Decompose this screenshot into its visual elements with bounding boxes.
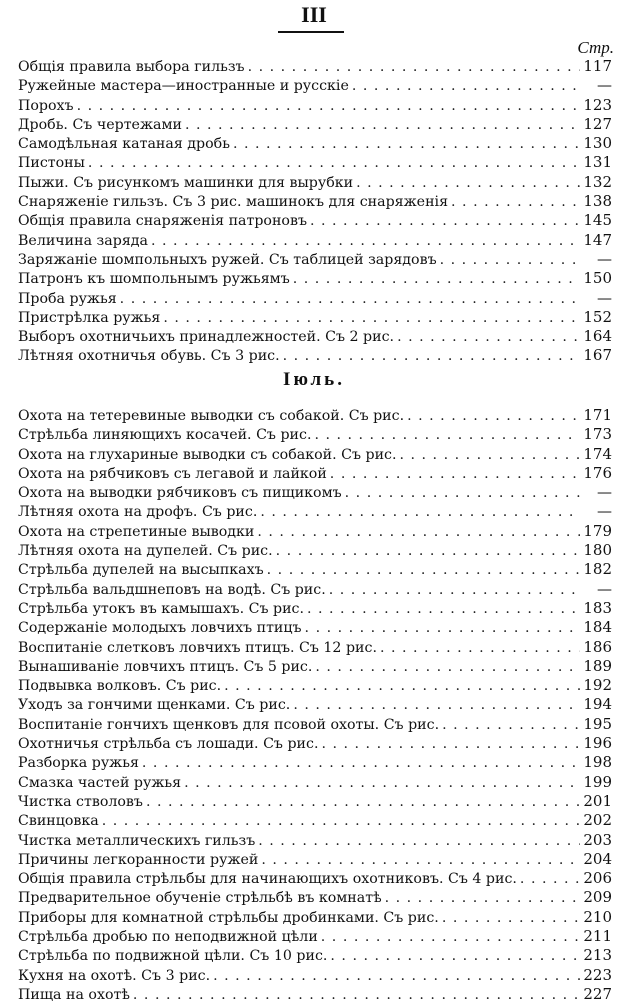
toc-leader-dots [88, 154, 580, 173]
toc-entry-page: 131 [583, 153, 612, 172]
page-column-label: Стр. [577, 38, 614, 57]
toc-leader-dots [283, 347, 581, 366]
toc-entry-title: Стрѣльба дупелей на высыпкахъ [18, 562, 264, 579]
toc-entry-title: Охотничья стрѣльба съ лошади. Съ рис. [18, 736, 319, 753]
toc-leader-dots [213, 967, 580, 986]
toc-entry-page: — [597, 502, 612, 521]
toc-entry-title: Общія правила снаряженія патроновъ [18, 213, 307, 230]
toc-entry [18, 445, 612, 464]
toc-leader-dots [321, 928, 581, 947]
toc-entry-title: Порохъ [18, 97, 74, 114]
toc-entry-title: Чистка стволовъ [18, 793, 143, 810]
toc-entry [18, 580, 612, 599]
toc-leader-dots [307, 600, 580, 619]
toc-entry-title: Выборъ охотничьихъ принадлежностей. Съ 2 рис. [18, 329, 395, 346]
toc-entry-title: Воспитаніе гончихъ щенковъ для псовой охоты. Съ рис. [18, 716, 440, 733]
toc-entry [18, 908, 612, 927]
toc-leader-dots [102, 812, 581, 831]
toc-leader-dots [345, 484, 581, 503]
toc-entry-page: 180 [583, 541, 612, 560]
toc-entry-page: 145 [583, 211, 612, 230]
toc-leader-dots [330, 947, 580, 966]
toc-leader-dots [315, 658, 580, 677]
toc-entry-page: 147 [583, 230, 612, 249]
toc-entry [18, 211, 612, 230]
toc-leader-dots [520, 870, 580, 889]
toc-entry-title: Вынашиваніе ловчихъ птицъ. Съ 5 рис. [18, 658, 313, 675]
toc-entry-page: 227 [583, 984, 612, 1003]
toc-entry-title: Заряжаніе шомпольныхъ ружей. Съ таблицей зарядовъ [18, 251, 437, 268]
toc-leader-dots [142, 754, 580, 773]
toc-entry-title: Патронъ къ шомпольнымъ ружьямъ [18, 271, 290, 288]
toc-entry-page: 174 [583, 444, 612, 463]
toc-entry-title: Приборы для комнатной стрѣльбы дробинками. Съ рис. [18, 909, 439, 926]
toc-entry-title: Охота на стрепетиные выводки [18, 523, 255, 540]
toc-entry-page: 164 [583, 327, 612, 346]
toc-section-1 [18, 57, 612, 366]
toc-entry-page: 202 [583, 811, 612, 830]
toc-entry [18, 96, 612, 115]
toc-entry-page: 130 [583, 134, 612, 153]
toc-entry-title: Охота на тетеревиные выводки съ собакой. Съ рис. [18, 408, 405, 424]
toc-entry-page: 211 [583, 927, 612, 946]
toc-entry-page: 167 [583, 346, 612, 365]
toc-entry [18, 327, 612, 346]
toc-entry-page: 209 [583, 888, 612, 907]
toc-entry [18, 946, 612, 965]
toc-leader-dots [151, 232, 580, 251]
toc-entry [18, 250, 612, 269]
toc-entry-page: — [597, 76, 612, 95]
toc-leader-dots [77, 97, 581, 116]
toc-entry [18, 192, 612, 211]
toc-entry [18, 657, 612, 676]
toc-entry [18, 346, 612, 365]
toc-leader-dots [267, 561, 581, 580]
section-heading-july: Іюль. [283, 369, 345, 390]
toc-leader-dots [407, 407, 580, 426]
toc-entry-title: Предварительное обученіе стрѣльбѣ въ комнатѣ [18, 890, 382, 907]
toc-leader-dots [451, 193, 580, 212]
toc-leader-dots [260, 503, 581, 522]
toc-entry-page: 210 [583, 907, 612, 926]
toc-entry-title: Стрѣльба линяющихъ косачей. Съ рис. [18, 427, 312, 444]
toc-entry-title: Проба ружья [18, 290, 117, 307]
toc-entry-title: Охота на выводки рябчиковъ съ пищикомъ [18, 485, 342, 502]
toc-leader-dots [276, 542, 581, 561]
toc-entry [18, 57, 612, 76]
toc-entry-page: — [597, 249, 612, 268]
toc-entry-page: 194 [583, 695, 612, 714]
toc-leader-dots [310, 212, 580, 231]
toc-entry-title: Чистка металлическихъ гильзъ [18, 832, 256, 849]
toc-leader-dots [397, 328, 580, 347]
toc-entry-page: 138 [583, 192, 612, 211]
toc-entry [18, 773, 612, 792]
toc-entry-title: Дробь. Съ чертежами [18, 116, 182, 133]
toc-entry [18, 985, 612, 1004]
toc-entry-title: Снаряженіе гильзъ. Съ 3 рис. машинокъ для снаряженія [18, 194, 449, 211]
toc-leader-dots [385, 889, 581, 908]
toc-entry [18, 811, 612, 830]
toc-entry [18, 676, 612, 695]
toc-leader-dots [133, 986, 580, 1005]
toc-leader-dots [184, 774, 580, 793]
toc-leader-dots [185, 116, 580, 135]
toc-entry [18, 308, 612, 327]
toc-leader-dots [258, 832, 580, 851]
toc-leader-dots [314, 426, 580, 445]
toc-entry [18, 522, 612, 541]
toc-entry-page: 173 [583, 425, 612, 444]
toc-entry-title: Уходъ за гончими щенками. Съ рис. [18, 697, 291, 714]
toc-entry-page: 198 [583, 753, 612, 772]
toc-entry-page: — [597, 483, 612, 502]
toc-entry-title: Ружейные мастера—иностранные и русскіе [18, 78, 349, 95]
toc-entry [18, 483, 612, 502]
toc-entry-page: 171 [583, 406, 612, 424]
toc-entry-page: 196 [583, 734, 612, 753]
toc-entry-title: Разборка ружья [18, 755, 139, 772]
toc-leader-dots [329, 581, 581, 600]
toc-entry-page: 213 [583, 946, 612, 965]
toc-entry-title: Лѣтняя охотничья обувь. Съ 3 рис. [18, 348, 280, 365]
toc-leader-dots [442, 716, 580, 735]
toc-entry-title: Стрѣльба по подвижной цѣли. Съ 10 рис. [18, 948, 328, 965]
toc-entry [18, 927, 612, 946]
toc-section-2 [18, 406, 612, 1004]
toc-entry-title: Кухня на охотѣ. Съ 3 рис. [18, 967, 211, 984]
toc-entry [18, 599, 612, 618]
toc-entry-title: Содержаніе молодыхъ ловчихъ птицъ [18, 620, 302, 637]
toc-leader-dots [146, 793, 580, 812]
toc-entry [18, 541, 612, 560]
toc-entry-page: 186 [583, 637, 612, 656]
toc-entry-page: 182 [583, 560, 612, 579]
toc-leader-dots [321, 735, 580, 754]
toc-entry [18, 695, 612, 714]
toc-entry-title: Пристрѣлка ружья [18, 309, 161, 326]
toc-entry [18, 638, 612, 657]
toc-entry [18, 153, 612, 172]
toc-entry [18, 753, 612, 772]
toc-entry [18, 464, 612, 483]
toc-entry-title: Лѣтняя охота на дупелей. Съ рис. [18, 543, 273, 560]
toc-entry-title: Охота на глухариные выводки съ собакой. Съ рис. [18, 446, 397, 463]
toc-entry [18, 869, 612, 888]
toc-entry [18, 289, 612, 308]
toc-entry-page: 199 [583, 772, 612, 791]
toc-leader-dots [257, 523, 580, 542]
toc-entry-page: 201 [583, 791, 612, 810]
toc-entry-page: 195 [583, 714, 612, 733]
toc-entry [18, 134, 612, 153]
toc-entry-page: — [597, 579, 612, 598]
toc-entry-title: Свинцовка [18, 813, 99, 830]
toc-leader-dots [356, 174, 580, 193]
toc-entry-page: 192 [583, 676, 612, 695]
toc-entry [18, 76, 612, 95]
toc-entry [18, 425, 612, 444]
toc-leader-dots [163, 309, 580, 328]
toc-entry [18, 502, 612, 521]
toc-leader-dots [440, 251, 581, 270]
toc-entry-title: Самодѣльная катаная дробь [18, 136, 230, 153]
toc-entry-page: 204 [583, 849, 612, 868]
toc-leader-dots [442, 909, 581, 928]
toc-leader-dots [293, 696, 580, 715]
toc-entry [18, 850, 612, 869]
toc-leader-dots [380, 639, 580, 658]
toc-entry-title: Лѣтняя охота на дрофъ. Съ рис. [18, 504, 258, 521]
toc-entry [18, 888, 612, 907]
toc-entry-page: 152 [583, 307, 612, 326]
toc-entry-page: 179 [583, 521, 612, 540]
toc-entry [18, 115, 612, 134]
toc-leader-dots [224, 677, 580, 696]
toc-entry [18, 618, 612, 637]
toc-entry-title: Пища на охотѣ [18, 986, 130, 1003]
toc-entry-page: 183 [583, 598, 612, 617]
toc-entry-page: 127 [583, 114, 612, 133]
page-number-rule [278, 31, 344, 33]
toc-entry-page: 203 [583, 830, 612, 849]
toc-entry-page: 132 [583, 172, 612, 191]
toc-entry-page: 223 [583, 965, 612, 984]
toc-entry [18, 734, 612, 753]
toc-entry [18, 560, 612, 579]
toc-entry-title: Смазка частей ружья [18, 774, 182, 791]
toc-entry [18, 173, 612, 192]
toc-entry-title: Пистоны [18, 155, 85, 172]
toc-entry-page: 123 [583, 95, 612, 114]
toc-entry [18, 406, 612, 425]
toc-entry-page: 176 [583, 463, 612, 482]
toc-entry [18, 269, 612, 288]
toc-entry-title: Стрѣльба вальдшнеповъ на водѣ. Съ рис. [18, 581, 326, 598]
toc-entry-page: — [597, 288, 612, 307]
toc-entry-title: Величина заряда [18, 232, 148, 249]
toc-entry-title: Воспитаніе слетковъ ловчихъ птицъ. Съ 12 рис. [18, 639, 377, 656]
toc-leader-dots [248, 58, 581, 77]
toc-leader-dots [305, 619, 581, 638]
page-number: III [301, 2, 327, 27]
toc-leader-dots [352, 77, 581, 96]
toc-entry-page: 206 [583, 869, 612, 888]
toc-leader-dots [293, 270, 581, 289]
toc-entry-title: Пыжи. Съ рисункомъ машинки для вырубки [18, 174, 354, 191]
toc-entry-page: 117 [583, 57, 612, 75]
toc-entry [18, 831, 612, 850]
toc-entry [18, 792, 612, 811]
toc-leader-dots [399, 446, 580, 465]
toc-leader-dots [261, 851, 580, 870]
toc-entry-title: Общія правила стрѣльбы для начинающихъ охотниковъ. Съ 4 рис. [18, 871, 517, 888]
toc-leader-dots [330, 465, 581, 484]
toc-entry [18, 715, 612, 734]
toc-entry-page: 150 [583, 269, 612, 288]
toc-entry-title: Причины легкоранности ружей [18, 851, 259, 868]
toc-entry-title: Подвывка волковъ. Съ рис. [18, 678, 222, 695]
toc-leader-dots [120, 290, 581, 309]
toc-entry-page: 189 [583, 656, 612, 675]
toc-entry-title: Общія правила выбора гильзъ [18, 59, 245, 75]
toc-entry-title: Охота на рябчиковъ съ легавой и лайкой [18, 465, 327, 482]
toc-entry [18, 966, 612, 985]
toc-entry-title: Стрѣльба дробью по неподвижной цѣли [18, 929, 318, 946]
toc-entry-page: 184 [583, 618, 612, 637]
toc-entry-title: Стрѣльба утокъ въ камышахъ. Съ рис. [18, 600, 304, 617]
toc-leader-dots [233, 135, 580, 154]
toc-entry [18, 231, 612, 250]
